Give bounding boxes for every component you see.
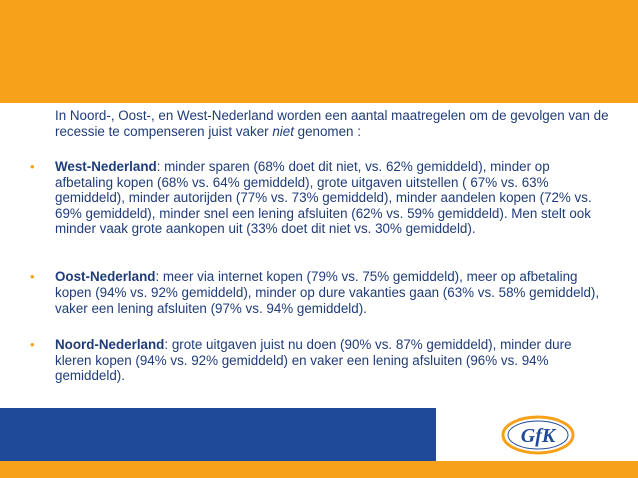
bullet-heading: Noord-Nederland	[55, 337, 165, 352]
bullet-icon: •	[30, 159, 35, 174]
bullet-text	[55, 337, 610, 384]
bullet-text	[55, 269, 610, 317]
bullet-body: : meer via internet kopen (79% vs. 75% gemiddeld), meer op afbetaling kopen (94% vs. 92% gemiddeld), minder op dure vakanties gaan (63% vs. 58% gemiddeld), vaker een lening afsluiten (97% vs. 94% gemiddeld).	[55, 269, 600, 316]
intro-text-end: genomen :	[293, 123, 361, 139]
bullet-icon: •	[30, 269, 35, 284]
bullet-text	[55, 159, 610, 237]
intro-text: In Noord-, Oost-, en West-Nederland worden een aantal maatregelen om de gevolgen van de recessie te compenseren juist vaker	[55, 108, 609, 139]
bullet-icon: •	[30, 337, 35, 352]
bullet-heading: West-Nederland	[55, 159, 157, 174]
gfk-logo-icon	[500, 414, 576, 456]
intro-paragraph	[55, 108, 615, 139]
footer-orange-band	[0, 461, 638, 478]
header-band	[0, 0, 638, 103]
bullet-heading: Oost-Nederland	[55, 269, 156, 284]
bullet-body: : grote uitgaven juist nu doen (90% vs. 87% gemiddeld), minder dure kleren kopen (94% vs. 92% gemiddeld) en vaker een lening afsluiten (96% vs. 94% gemiddeld).	[55, 337, 572, 383]
slide-content	[0, 103, 638, 408]
logo-text: GfK	[520, 425, 556, 447]
bullet-body: : minder sparen (68% doet dit niet, vs. 62% gemiddeld), minder op afbetaling kopen (68% vs. 64% gemiddeld), grote uitgaven uitstellen ( 67% vs. 63% gemiddeld), minder autorijden (77% vs. 73% gemiddeld), minder aandelen kopen (72% vs. 69% gemiddeld), minder snel een lening afsluiten (62% vs. 59% gemiddeld). Men stelt ook minder vaak grote aankopen uit (33% doet dit niet vs. 30% gemiddeld).	[55, 159, 592, 236]
footer-blue-band	[0, 408, 436, 461]
intro-emphasis: niet	[272, 123, 294, 139]
